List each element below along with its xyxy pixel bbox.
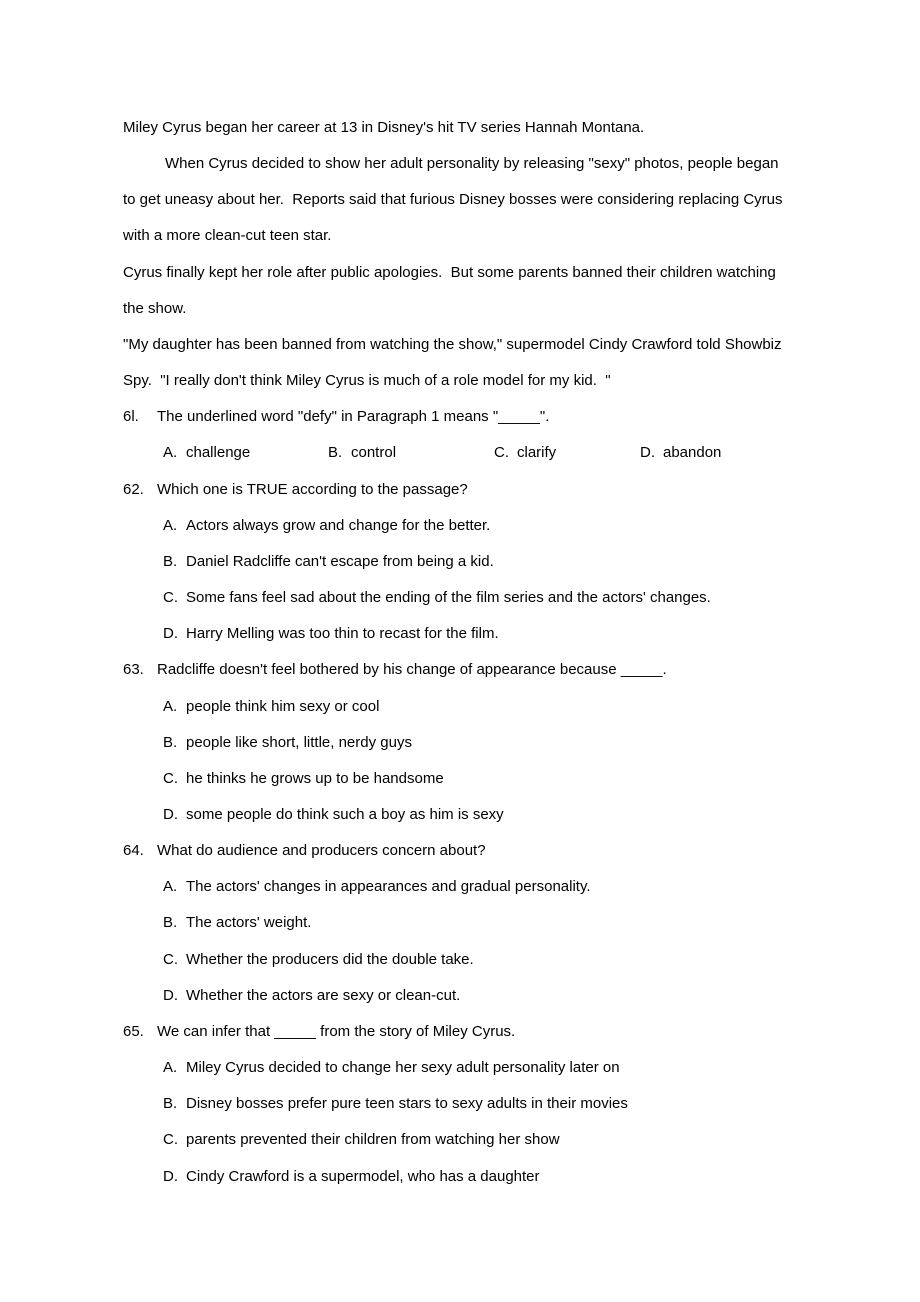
option-label-b: B. — [163, 552, 178, 570]
question-63-text: Radcliffe doesn't feel bothered by his change of appearance because _____. — [157, 661, 667, 679]
question-65 — [123, 1014, 830, 1195]
question-65-stem — [123, 1014, 830, 1050]
passage-line-7: "My daughter has been banned from watching the show," supermodel Cindy Crawford told Showbiz — [123, 335, 782, 353]
question-62-option-c — [123, 580, 830, 616]
passage-line-8: Spy. "I really don't think Miley Cyrus is much of a role model for my kid. " — [123, 372, 611, 390]
option-text-b: Disney bosses prefer pure teen stars to sexy adults in their movies — [186, 1095, 628, 1113]
option-text-a: challenge — [186, 444, 251, 462]
option-text-b: Daniel Radcliffe can't escape from being a kid. — [186, 552, 494, 570]
question-61-text: The underlined word "defy" in Paragraph 1 means "_____". — [157, 408, 550, 426]
question-61 — [123, 399, 830, 471]
question-63-option-d — [123, 797, 830, 833]
option-label-b: B. — [163, 733, 178, 751]
option-text-d: Whether the actors are sexy or clean-cut. — [186, 986, 461, 1004]
question-63-option-b — [123, 725, 830, 761]
question-65-option-d — [123, 1159, 830, 1195]
question-62-stem — [123, 472, 830, 508]
passage-line-6: the show. — [123, 299, 187, 317]
question-65-text: We can infer that _____ from the story of Miley Cyrus. — [157, 1022, 516, 1040]
option-text-b: control — [351, 444, 397, 462]
option-text-a: The actors' changes in appearances and gradual personality. — [186, 878, 591, 896]
question-64 — [123, 833, 830, 1014]
question-64-number: 64. — [123, 842, 144, 860]
question-62-text: Which one is TRUE according to the passage? — [157, 480, 468, 498]
option-label-c: C. — [163, 1131, 178, 1149]
question-65-option-c — [123, 1122, 830, 1158]
option-label-d: D. — [163, 986, 178, 1004]
question-61-options — [123, 435, 830, 471]
question-61-stem — [123, 399, 830, 435]
passage-line-5: Cyrus finally kept her role after public apologies. But some parents banned their children watching — [123, 263, 776, 281]
question-61-option-d — [640, 435, 721, 471]
option-text-d: some people do think such a boy as him is sexy — [186, 805, 504, 823]
question-62-option-d — [123, 616, 830, 652]
question-62-option-b — [123, 544, 830, 580]
option-text-a: Miley Cyrus decided to change her sexy adult personality later on — [186, 1059, 620, 1077]
option-label-c: C. — [494, 444, 509, 462]
question-62 — [123, 472, 830, 653]
question-64-option-d — [123, 978, 830, 1014]
option-label-d: D. — [163, 1167, 178, 1185]
option-text-b: people like short, little, nerdy guys — [186, 733, 412, 751]
question-61-option-a — [163, 435, 328, 471]
option-text-d: Harry Melling was too thin to recast for the film. — [186, 625, 499, 643]
passage-line-3: to get uneasy about her. Reports said that furious Disney bosses were considering replacing Cyrus — [123, 191, 783, 209]
option-text-c: Whether the producers did the double take. — [186, 950, 474, 968]
question-65-number: 65. — [123, 1022, 144, 1040]
question-62-number: 62. — [123, 480, 144, 498]
option-text-d: abandon — [663, 444, 722, 462]
passage-line-2: When Cyrus decided to show her adult personality by releasing "sexy" photos, people began — [165, 155, 779, 173]
option-label-a: A. — [163, 516, 178, 534]
option-text-c: he thinks he grows up to be handsome — [186, 769, 444, 787]
passage — [123, 110, 830, 399]
option-label-b: B. — [163, 914, 178, 932]
option-label-d: D. — [640, 444, 655, 462]
question-63-stem — [123, 652, 830, 688]
option-text-a: people think him sexy or cool — [186, 697, 380, 715]
option-label-a: A. — [163, 1059, 178, 1077]
question-61-option-c — [494, 435, 640, 471]
question-64-option-b — [123, 905, 830, 941]
option-label-a: A. — [163, 878, 178, 896]
option-label-a: A. — [163, 697, 178, 715]
option-text-d: Cindy Crawford is a supermodel, who has a daughter — [186, 1167, 540, 1185]
question-61-option-b — [328, 435, 494, 471]
option-label-c: C. — [163, 589, 178, 607]
option-label-d: D. — [163, 805, 178, 823]
question-63 — [123, 652, 830, 833]
question-64-stem — [123, 833, 830, 869]
question-63-number: 63. — [123, 661, 144, 679]
question-64-option-c — [123, 942, 830, 978]
option-text-b: The actors' weight. — [186, 914, 312, 932]
option-label-a: A. — [163, 444, 178, 462]
question-64-text: What do audience and producers concern about? — [157, 842, 486, 860]
option-label-c: C. — [163, 769, 178, 787]
question-64-option-a — [123, 869, 830, 905]
passage-line-4: with a more clean-cut teen star. — [123, 227, 332, 245]
question-63-option-c — [123, 761, 830, 797]
question-63-option-a — [123, 689, 830, 725]
option-label-d: D. — [163, 625, 178, 643]
option-text-a: Actors always grow and change for the better. — [186, 516, 491, 534]
option-text-c: clarify — [517, 444, 557, 462]
question-61-number: 6l. — [123, 408, 139, 426]
option-text-c: Some fans feel sad about the ending of the film series and the actors' changes. — [186, 589, 711, 607]
question-65-option-b — [123, 1086, 830, 1122]
option-label-c: C. — [163, 950, 178, 968]
option-label-b: B. — [163, 1095, 178, 1113]
question-62-option-a — [123, 508, 830, 544]
option-text-c: parents prevented their children from watching her show — [186, 1131, 560, 1149]
passage-line-1: Miley Cyrus began her career at 13 in Disney's hit TV series Hannah Montana. — [123, 119, 645, 136]
option-label-b: B. — [328, 444, 343, 462]
question-65-option-a — [123, 1050, 830, 1086]
